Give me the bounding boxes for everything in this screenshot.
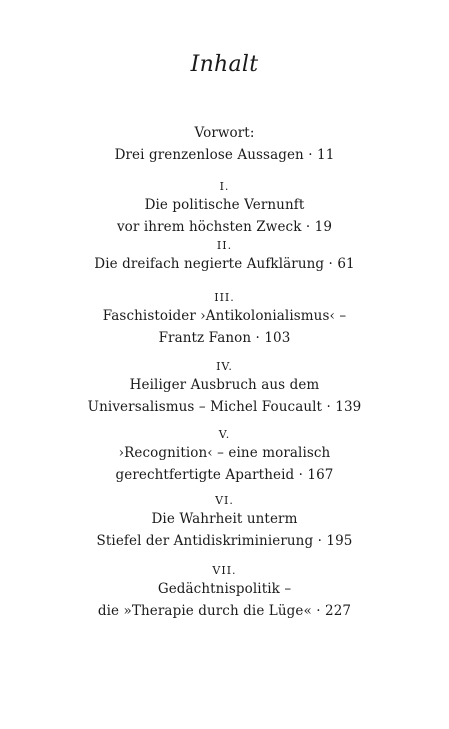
chapter-number: I. — [219, 180, 230, 193]
toc-entry-line: Vorwort: — [194, 125, 255, 141]
toc-entry-line: vor ihrem höchsten Zweck · 19 — [116, 219, 333, 235]
toc-entry-line: Stiefel der Antidiskriminierung · 195 — [96, 533, 353, 549]
page-title: Inhalt — [190, 52, 259, 77]
chapter-number: IV. — [216, 360, 233, 373]
toc-entry-3 — [0, 291, 449, 349]
toc-entry-6 — [0, 494, 449, 552]
toc-entry-line: Gedächtnispolitik – — [157, 581, 292, 597]
toc-entry-line: Universalismus – Michel Foucault · 139 — [87, 399, 362, 415]
toc-entry-line: Die dreifach negierte Aufklärung · 61 — [94, 256, 355, 272]
chapter-number: V. — [218, 428, 231, 441]
toc-entry-line: ›Recognition‹ – eine moralisch — [118, 445, 331, 461]
toc-entry-4 — [0, 360, 449, 418]
chapter-number: VII. — [212, 564, 237, 577]
toc-entry-2 — [0, 239, 449, 275]
toc-entry-line: Drei grenzenlose Aussagen · 11 — [114, 147, 335, 163]
toc-entry-1 — [0, 180, 449, 238]
toc-entry-line: Frantz Fanon · 103 — [158, 330, 291, 346]
chapter-number: III. — [214, 291, 235, 304]
toc-entry-line: Heiliger Ausbruch aus dem — [129, 377, 320, 393]
chapter-number: II. — [216, 239, 233, 252]
toc-entry-line: Faschistoider ›Antikolonialismus‹ – — [102, 308, 347, 324]
toc-entry-line: Die Wahrheit unterm — [151, 511, 298, 527]
toc-entry-line: gerechtfertigte Apartheid · 167 — [115, 467, 334, 483]
chapter-number: VI. — [215, 494, 234, 507]
toc-entry-line: die »Therapie durch die Lüge« · 227 — [97, 603, 352, 619]
toc-entry-line: Die politische Vernunft — [144, 197, 305, 213]
toc-entry-5 — [0, 428, 449, 486]
toc-entry-7 — [0, 564, 449, 622]
toc-entry-vorwort — [0, 122, 449, 166]
